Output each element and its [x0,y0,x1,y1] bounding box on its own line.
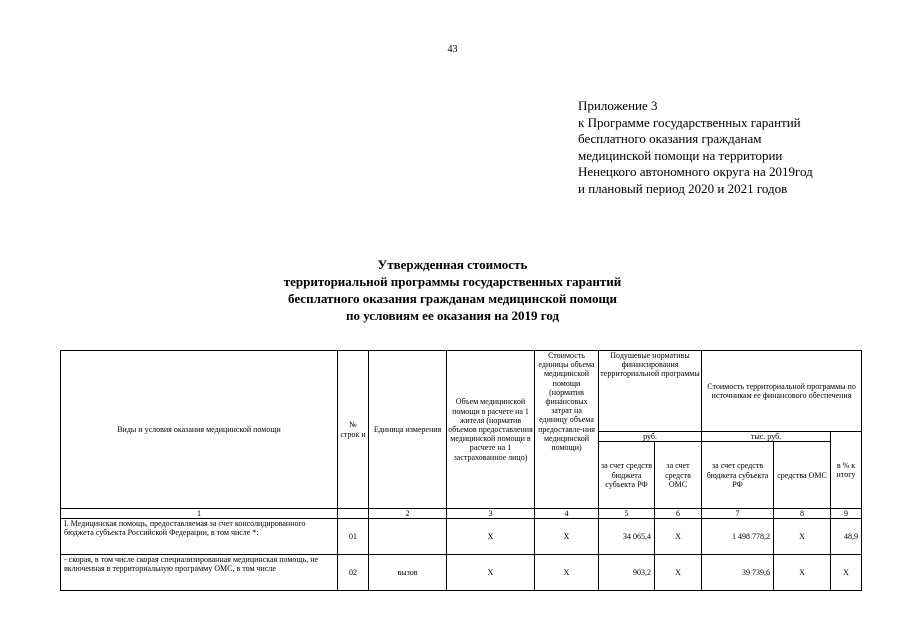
appendix-line: к Программе государственных гарантий [578,114,801,130]
header-unit: Единица измерения [369,351,447,509]
appendix-line: бесплатного оказания гражданам [578,131,762,146]
appendix-line: и плановый период 2020 и 2021 годов [578,180,788,196]
row-number: 02 [338,555,369,591]
table-row [61,519,862,555]
row-unit: вызов [369,555,447,591]
row-unit-cost: Х [535,555,599,591]
title-line: по условиям ее оказания на 2019 год [345,308,560,323]
header-row-no: № строк и [338,351,369,509]
row-sources-pct: Х [831,555,862,591]
header-unit-cost: Стоимость единицы объема медицинской помощи (норматив финансовых затрат на единицу объема предоставле-ния медицинской помощи) [535,351,599,509]
column-number: 4 [535,509,599,519]
row-sources-budget: 39 739,6 [702,555,774,591]
header-per-capita-budget: за счет средств бюджета субъекта РФ [599,442,655,509]
column-number [338,509,369,519]
column-number: 1 [61,509,338,519]
row-name: - скорая, в том числе скорая специализированная медицинская помощь, не включенная в территориальную программу ОМС, в том числе [61,555,338,591]
appendix-reference [578,98,878,197]
row-per-capita-budget: 34 065,4 [599,519,655,555]
document-title [0,256,905,324]
table-row [61,555,862,591]
row-sources-budget: 1 498 778,2 [702,519,774,555]
appendix-line: Ненецкого автономного округа на 2019год [578,164,813,179]
row-sources-pct: 48,9 [831,519,862,555]
row-unit-cost: Х [535,519,599,555]
column-number: 8 [774,509,831,519]
title-line: территориальной программы государственных гарантий [283,274,622,289]
title-line: бесплатного оказания гражданам медицинской помощи [288,291,617,306]
column-number: 9 [831,509,862,519]
column-number: 6 [655,509,702,519]
header-sources-oms: средства ОМС [774,442,831,509]
row-volume: Х [447,555,535,591]
title-line: Утвержденная стоимость [377,257,528,272]
header-sources-pct: в % к итогу [831,432,862,509]
header-per-capita: Подушевые нормативы финансирования территориальной программы [599,351,702,432]
header-per-capita-oms: за счет средств ОМС [655,442,702,509]
column-number: 7 [702,509,774,519]
header-per-capita-unit: руб. [599,432,702,442]
header-sources-budget: за счет средств бюджета субъекта РФ [702,442,774,509]
header-sources-unit: тыс. руб. [702,432,831,442]
column-number: 2 [369,509,447,519]
column-number: 5 [599,509,655,519]
appendix-line: медицинской помощи на территории [578,147,783,163]
appendix-line: Приложение 3 [578,98,658,113]
row-sources-oms: Х [774,555,831,591]
page-number: 43 [447,44,458,55]
column-number-row [61,509,862,519]
row-per-capita-oms: Х [655,555,702,591]
row-volume: Х [447,519,535,555]
row-number: 01 [338,519,369,555]
header-sources: Стоимость территориальной программы по источникам ее финансового обеспечения [702,351,862,432]
row-per-capita-oms: Х [655,519,702,555]
row-unit [369,519,447,555]
header-volume: Объем медицинской помощи в расчете на 1 жителя (норматив объемов предоставления медицинской помощи в расчете на 1 застрахованное лицо) [447,351,535,509]
row-name: I. Медицинская помощь, предоставляемая за счет консолидированного бюджета субъекта Российской Федерации, в том числе *: [61,519,338,555]
header-types: Виды и условия оказания медицинской помощи [61,351,338,509]
row-sources-oms: Х [774,519,831,555]
cost-table [60,350,862,591]
column-number: 3 [447,509,535,519]
row-per-capita-budget: 903,2 [599,555,655,591]
